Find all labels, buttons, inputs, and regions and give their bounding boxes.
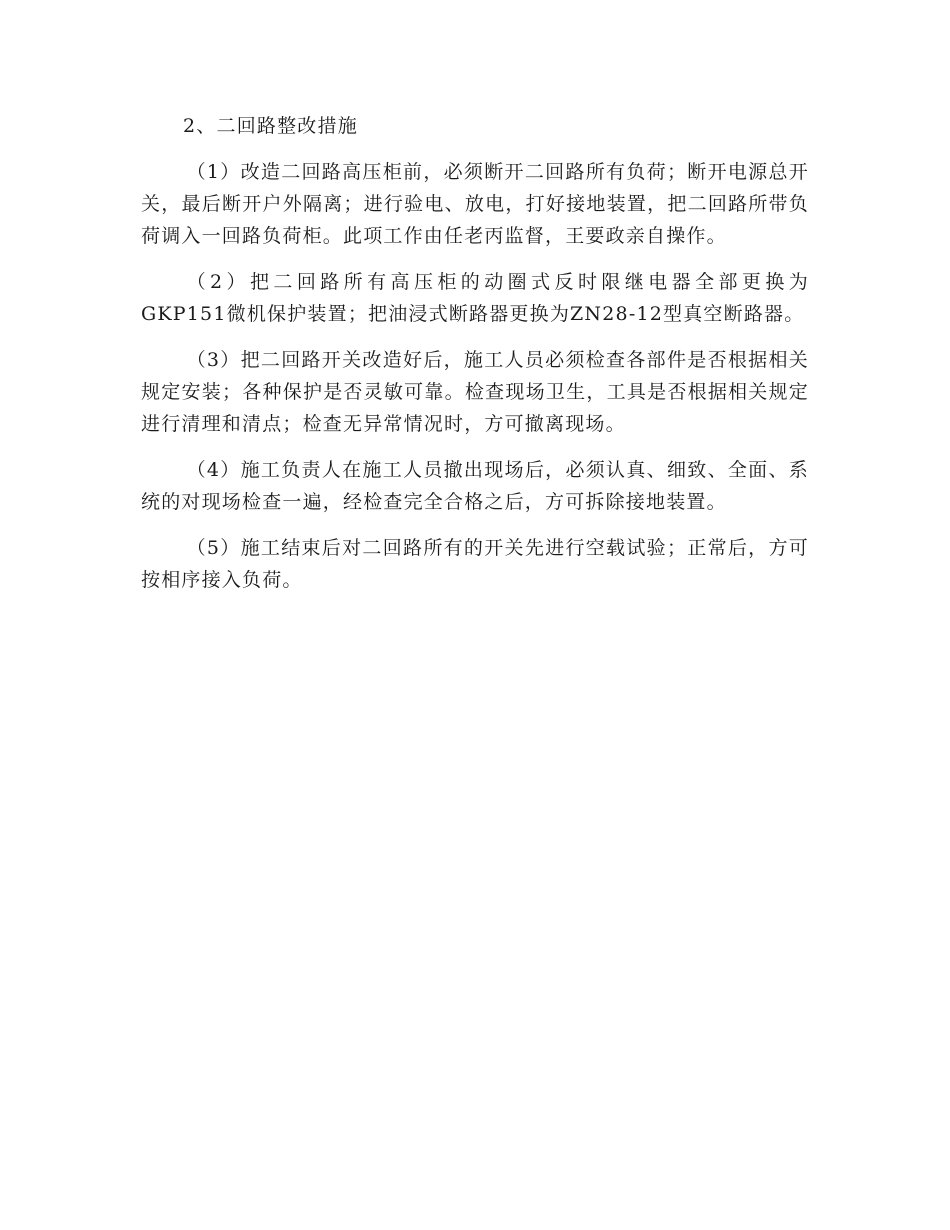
paragraph-2: （2）把二回路所有高压柜的动圈式反时限继电器全部更换为GKP151微机保护装置；把油浸式断路器更换为ZN28-12型真空断路器。 (141, 271, 809, 325)
paragraph-4: （4）施工负责人在施工人员撤出现场后，必须认真、细致、全面、系统的对现场检查一遍，经检查完全合格之后，方可拆除接地装置。 (141, 459, 809, 513)
paragraph-1: （1）改造二回路高压柜前，必须断开二回路所有负荷；断开电源总开关，最后断开户外隔离；进行验电、放电，打好接地装置，把二回路所带负荷调入一回路负荷柜。此项工作由任老丙监督，王要政亲自操作。 (141, 161, 809, 247)
paragraph-3: （3）把二回路开关改造好后，施工人员必须检查各部件是否根据相关规定安装；各种保护是否灵敏可靠。检查现场卫生，工具是否根据相关规定进行清理和清点；检查无异常情况时，方可撤离现场。 (141, 349, 809, 435)
paragraph-5: （5）施工结束后对二回路所有的开关先进行空载试验；正常后，方可按相序接入负荷。 (141, 537, 809, 591)
section-heading: 2、二回路整改措施 (183, 115, 358, 137)
document-body (141, 110, 809, 610)
